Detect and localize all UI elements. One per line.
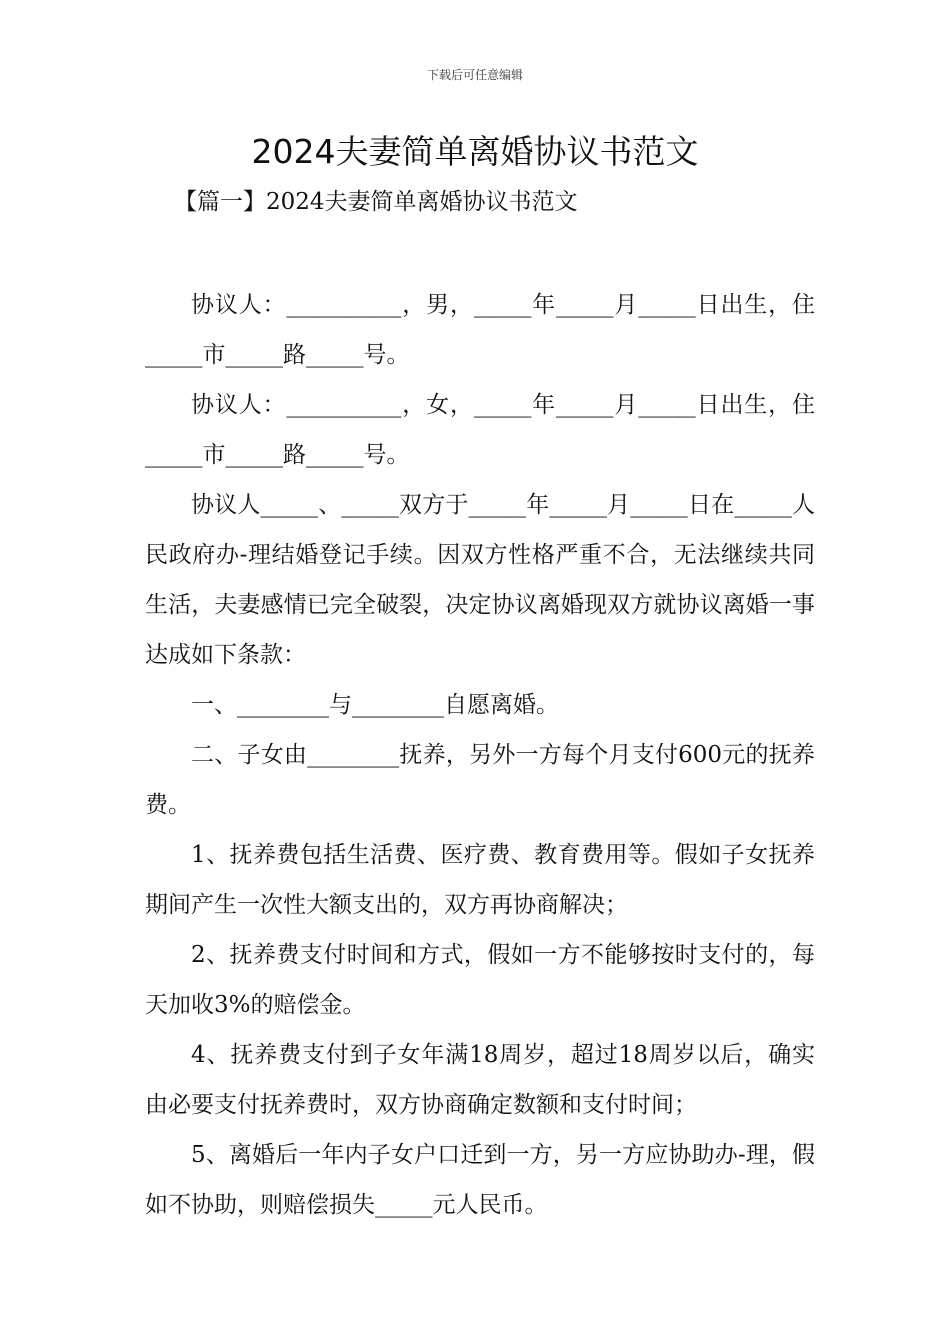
- header-note: 下载后可任意编辑: [426, 68, 523, 82]
- paragraph-clause-1: 一、________与________自愿离婚。: [191, 692, 559, 718]
- paragraph-marriage-registration: 协议人_____、_____双方于_____年_____月_____日在_____人民政府办-理结婚登记手续。因双方性格严重不合，无法继续共同生活，夫妻感情已完全破裂，决定协议离婚现双方就协议离婚一事达成如下条款：: [145, 492, 815, 668]
- document-body: [145, 280, 815, 1230]
- paragraph-subclause-1: 1、抚养费包括生活费、医疗费、教育费用等。假如子女抚养期间产生一次性大额支出的，双方再协商解决；: [145, 842, 815, 918]
- paragraph-clause-2: 二、子女由________抚养，另外一方每个月支付600元的抚养费。: [145, 742, 815, 818]
- paragraph-party-female: 协议人：__________，女，_____年_____月_____日出生，住_____市_____路_____号。: [145, 392, 815, 468]
- paragraph-party-male: 协议人：__________，男，_____年_____月_____日出生，住_____市_____路_____号。: [145, 292, 815, 368]
- paragraph-subclause-4: 4、抚养费支付到子女年满18周岁，超过18周岁以后，确实由必要支付抚养费时，双方协商确定数额和支付时间；: [145, 1042, 815, 1118]
- paragraph-subclause-2: 2、抚养费支付时间和方式，假如一方不能够按时支付的，每天加收3%的赔偿金。: [145, 942, 815, 1018]
- paragraph-subclause-5: 5、离婚后一年内子女户口迁到一方，另一方应协助办-理，假如不协助，则赔偿损失_____元人民币。: [145, 1142, 815, 1218]
- document-title: 2024夫妻简单离婚协议书范文: [251, 132, 699, 171]
- section-heading: 【篇一】2024夫妻简单离婚协议书范文: [174, 189, 578, 215]
